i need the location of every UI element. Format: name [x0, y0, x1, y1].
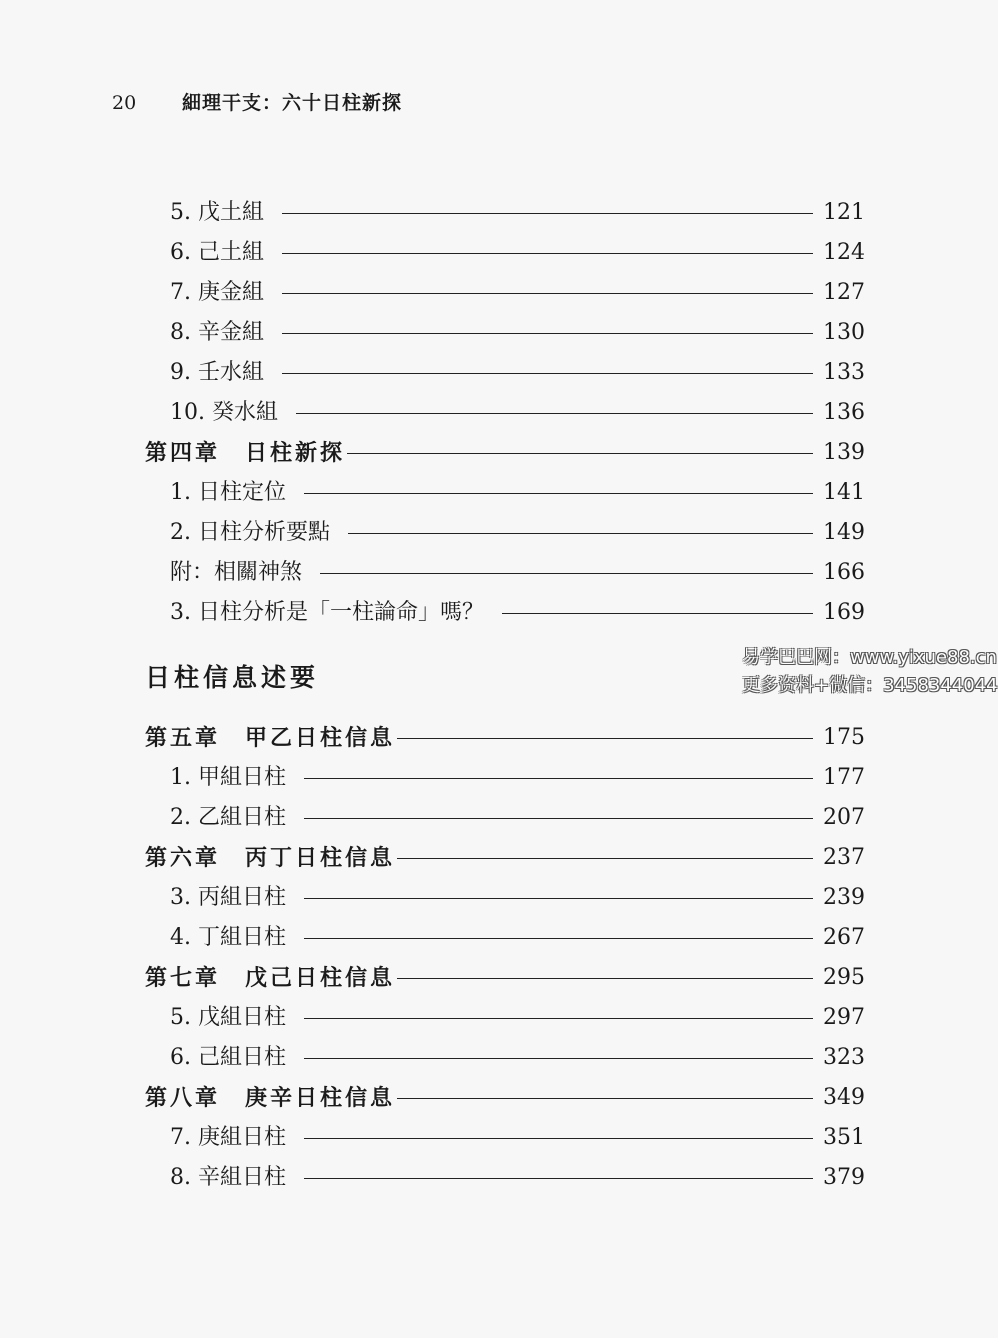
watermark-line-2: 更多资料+微信：3458344044 [742, 675, 998, 696]
toc-page-number: 207 [823, 805, 865, 830]
toc-label: 10. 癸水組 [170, 400, 278, 425]
toc-label: 5. 戊土組 [170, 200, 264, 225]
toc-page-number: 166 [823, 560, 865, 585]
toc-label: 附：相關神煞 [170, 560, 303, 585]
toc-label: 第六章 丙丁日柱信息 [145, 845, 396, 871]
toc-leader-line [282, 213, 813, 214]
section-title: 日柱信息述要 [145, 663, 320, 692]
toc-label: 6. 己組日柱 [170, 1045, 286, 1070]
toc-page-number: 136 [823, 400, 865, 425]
toc-entry-row [0, 998, 998, 1038]
toc-label: 3. 丙組日柱 [170, 885, 286, 910]
toc-entry-row [0, 193, 998, 233]
toc-leader-line [304, 818, 813, 819]
toc-page-number: 124 [823, 240, 865, 265]
toc-page-number: 239 [823, 885, 865, 910]
toc-label: 第五章 甲乙日柱信息 [145, 725, 396, 751]
toc-label: 7. 庚組日柱 [170, 1125, 286, 1150]
toc-label: 4. 丁組日柱 [170, 925, 286, 950]
toc-label: 5. 戊組日柱 [170, 1005, 286, 1030]
toc-page-number: 295 [823, 965, 865, 990]
toc-chapter-row [0, 958, 998, 998]
toc-page-number: 323 [823, 1045, 865, 1070]
toc-label: 8. 辛組日柱 [170, 1165, 286, 1190]
toc-entry-row [0, 1118, 998, 1158]
toc-label: 8. 辛金組 [170, 320, 264, 345]
page-number: 20 [112, 92, 137, 114]
toc-leader-line [347, 453, 813, 454]
toc-leader-line [397, 858, 813, 859]
toc-label: 1. 甲組日柱 [170, 765, 286, 790]
toc-chapter-row [0, 838, 998, 878]
toc-leader-line [304, 1178, 813, 1179]
watermark [742, 644, 998, 700]
toc-page-number: 141 [823, 480, 865, 505]
toc-leader-line [282, 253, 813, 254]
toc-page-number: 175 [823, 725, 865, 750]
toc-chapter-row [0, 718, 998, 758]
toc-entry-row [0, 1038, 998, 1078]
toc-leader-line [502, 613, 813, 614]
toc-leader-line [282, 293, 813, 294]
toc-entry-row [0, 918, 998, 958]
toc-label: 3. 日柱分析是「一柱論命」嗎？ [170, 600, 484, 625]
toc-entry-row [0, 1158, 998, 1198]
toc-page-number: 177 [823, 765, 865, 790]
toc-page-number: 133 [823, 360, 865, 385]
toc-page-number: 127 [823, 280, 865, 305]
toc-label: 6. 己土組 [170, 240, 264, 265]
toc-entry-row [0, 233, 998, 273]
toc-entry-row [0, 273, 998, 313]
toc-leader-line [282, 333, 813, 334]
toc-leader-line [304, 778, 813, 779]
toc-page-number: 169 [823, 600, 865, 625]
toc-leader-line [397, 978, 813, 979]
toc-page-number: 349 [823, 1085, 865, 1110]
toc-leader-line [397, 1098, 813, 1099]
toc-label: 2. 乙組日柱 [170, 805, 286, 830]
toc-entry-row [0, 553, 998, 593]
toc-entry-row [0, 798, 998, 838]
toc-label: 7. 庚金組 [170, 280, 264, 305]
toc-page-number: 297 [823, 1005, 865, 1030]
toc-entry-row [0, 513, 998, 553]
toc-entry-row [0, 473, 998, 513]
book-title: 細理干支：六十日柱新探 [182, 92, 403, 114]
toc-label: 9. 壬水組 [170, 360, 264, 385]
toc-page-number: 351 [823, 1125, 865, 1150]
toc-leader-line [304, 1138, 813, 1139]
toc-chapter-row [0, 1078, 998, 1118]
toc-label: 第八章 庚辛日柱信息 [145, 1085, 396, 1111]
toc-label: 2. 日柱分析要點 [170, 520, 330, 545]
running-head [112, 88, 402, 115]
toc-page-number: 267 [823, 925, 865, 950]
toc-entry-row [0, 593, 998, 633]
toc-leader-line [320, 573, 813, 574]
toc-entry-row [0, 353, 998, 393]
toc-page-number: 149 [823, 520, 865, 545]
watermark-line-1: 易学巴巴网：www.yixue88.cn [742, 647, 997, 668]
toc-entry-row [0, 393, 998, 433]
toc-page-number: 121 [823, 200, 865, 225]
toc-leader-line [397, 738, 813, 739]
toc-entry-row [0, 313, 998, 353]
toc-page-number: 237 [823, 845, 865, 870]
toc-entry-row [0, 758, 998, 798]
toc-leader-line [304, 1018, 813, 1019]
toc-leader-line [304, 938, 813, 939]
toc-leader-line [348, 533, 813, 534]
toc-page-number: 130 [823, 320, 865, 345]
toc-label: 第四章 日柱新探 [145, 440, 346, 466]
toc-page-number: 139 [823, 440, 865, 465]
toc-leader-line [282, 373, 813, 374]
toc-label: 1. 日柱定位 [170, 480, 286, 505]
toc-leader-line [304, 898, 813, 899]
toc-label: 第七章 戊己日柱信息 [145, 965, 396, 991]
toc-leader-line [304, 493, 813, 494]
toc-entry-row [0, 878, 998, 918]
toc-page-number: 379 [823, 1165, 865, 1190]
toc-leader-line [296, 413, 813, 414]
toc-leader-line [304, 1058, 813, 1059]
toc-chapter-row [0, 433, 998, 473]
